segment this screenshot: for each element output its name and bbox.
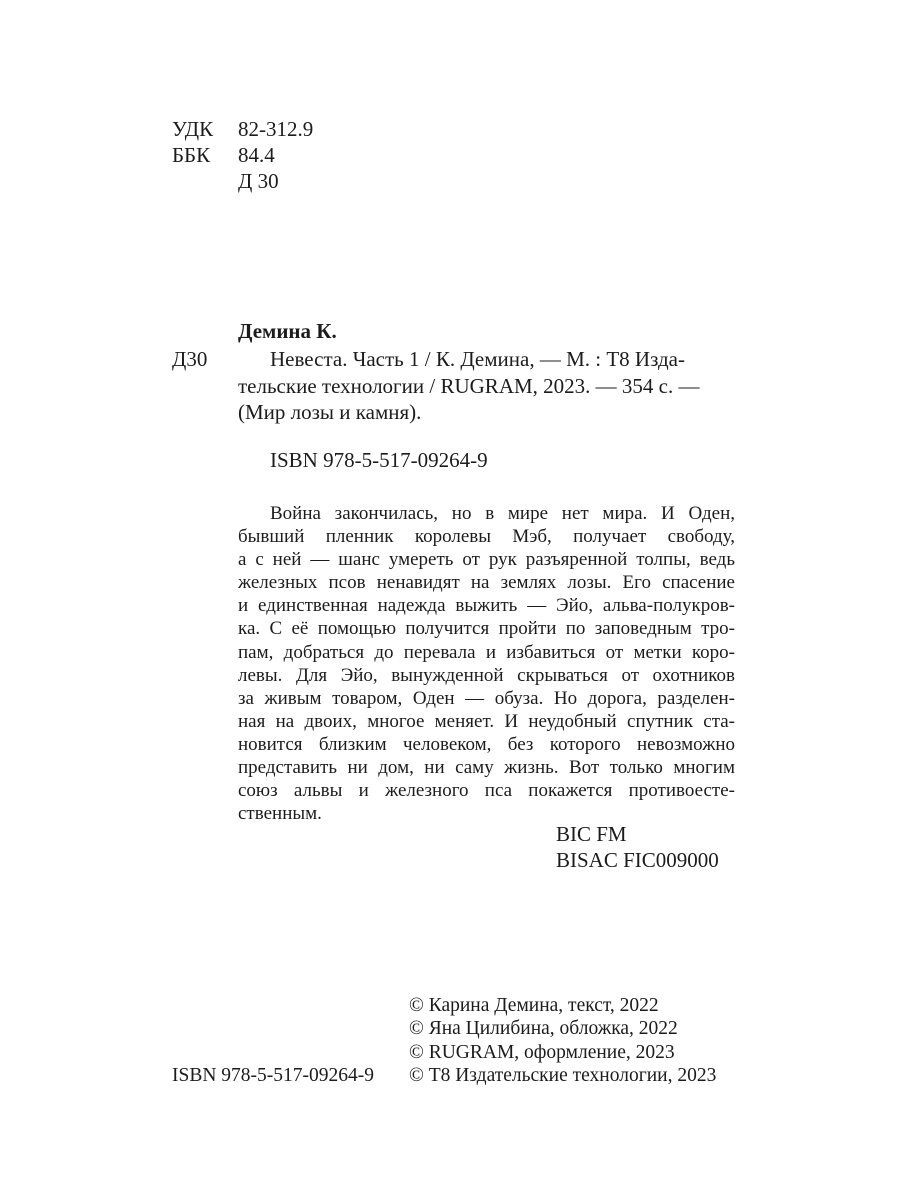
- bic-code: BIC FM: [556, 822, 627, 846]
- author-name: Демина К.: [238, 319, 337, 343]
- annotation-line: а с ней — шанс умереть от рук разъяренной толпы, ведь: [238, 549, 735, 571]
- bisac-code: BISAC FIC009000: [556, 848, 719, 872]
- annotation-line: Война закончилась, но в мире нет мира. И Оден,: [270, 503, 735, 524]
- cutter-value: Д 30: [238, 169, 279, 193]
- bbk-value: 84.4: [238, 143, 275, 167]
- copyright-block: [409, 994, 716, 1087]
- annotation-line: ственным.: [238, 803, 322, 825]
- annotation-line: ная на двоих, многое меняет. И неудобный спутник ста-: [238, 710, 735, 732]
- annotation-line: железных псов ненавидят на землях лозы. Его спасение: [238, 572, 735, 594]
- copyright-line: © RUGRAM, оформление, 2023: [409, 1041, 675, 1063]
- annotation: [238, 502, 735, 825]
- annotation-line: и единственная надежда выжить — Эйо, альва-полукров-: [238, 595, 735, 617]
- isbn-footer: ISBN 978-5-517-09264-9: [172, 1065, 375, 1086]
- bbk-label: ББК: [172, 143, 211, 167]
- annotation-line: представить ни дом, ни саму жизнь. Вот только многим: [238, 757, 735, 779]
- annotation-line: за живым товаром, Оден — обуза. Но дорога, разделен-: [238, 687, 735, 709]
- copyright-line: © Карина Демина, текст, 2022: [409, 995, 659, 1016]
- biblio-line: Невеста. Часть 1 / К. Демина, — М. : Т8 Изда-: [270, 347, 685, 371]
- biblio-line: тельские технологии / RUGRAM, 2023. — 354 с. —: [238, 373, 700, 398]
- annotation-line: бывший пленник королевы Мэб, получает свободу,: [238, 526, 735, 548]
- copyright-line: © Т8 Издательские технологии, 2023: [409, 1064, 717, 1086]
- annotation-line: ка. С её помощью получится пройти по заповедным тро-: [238, 618, 735, 640]
- udk-value: 82-312.9: [238, 117, 314, 141]
- cutter-code: Д30: [172, 347, 208, 371]
- annotation-line: новится близким человеком, без которого невозможно: [238, 733, 735, 755]
- udk-label: УДК: [172, 117, 214, 141]
- annotation-line: пам, добраться до перевала и избавиться от метки коро-: [238, 641, 735, 663]
- copyright-line: © Яна Цилибина, обложка, 2022: [409, 1018, 678, 1040]
- isbn-main: ISBN 978-5-517-09264-9: [270, 448, 488, 472]
- annotation-line: союз альвы и железного пса покажется противоесте-: [238, 780, 735, 802]
- bibliographic-description: [238, 346, 735, 426]
- biblio-line: (Мир лозы и камня).: [238, 400, 422, 424]
- annotation-line: левы. Для Эйо, вынужденной скрываться от охотников: [238, 664, 735, 686]
